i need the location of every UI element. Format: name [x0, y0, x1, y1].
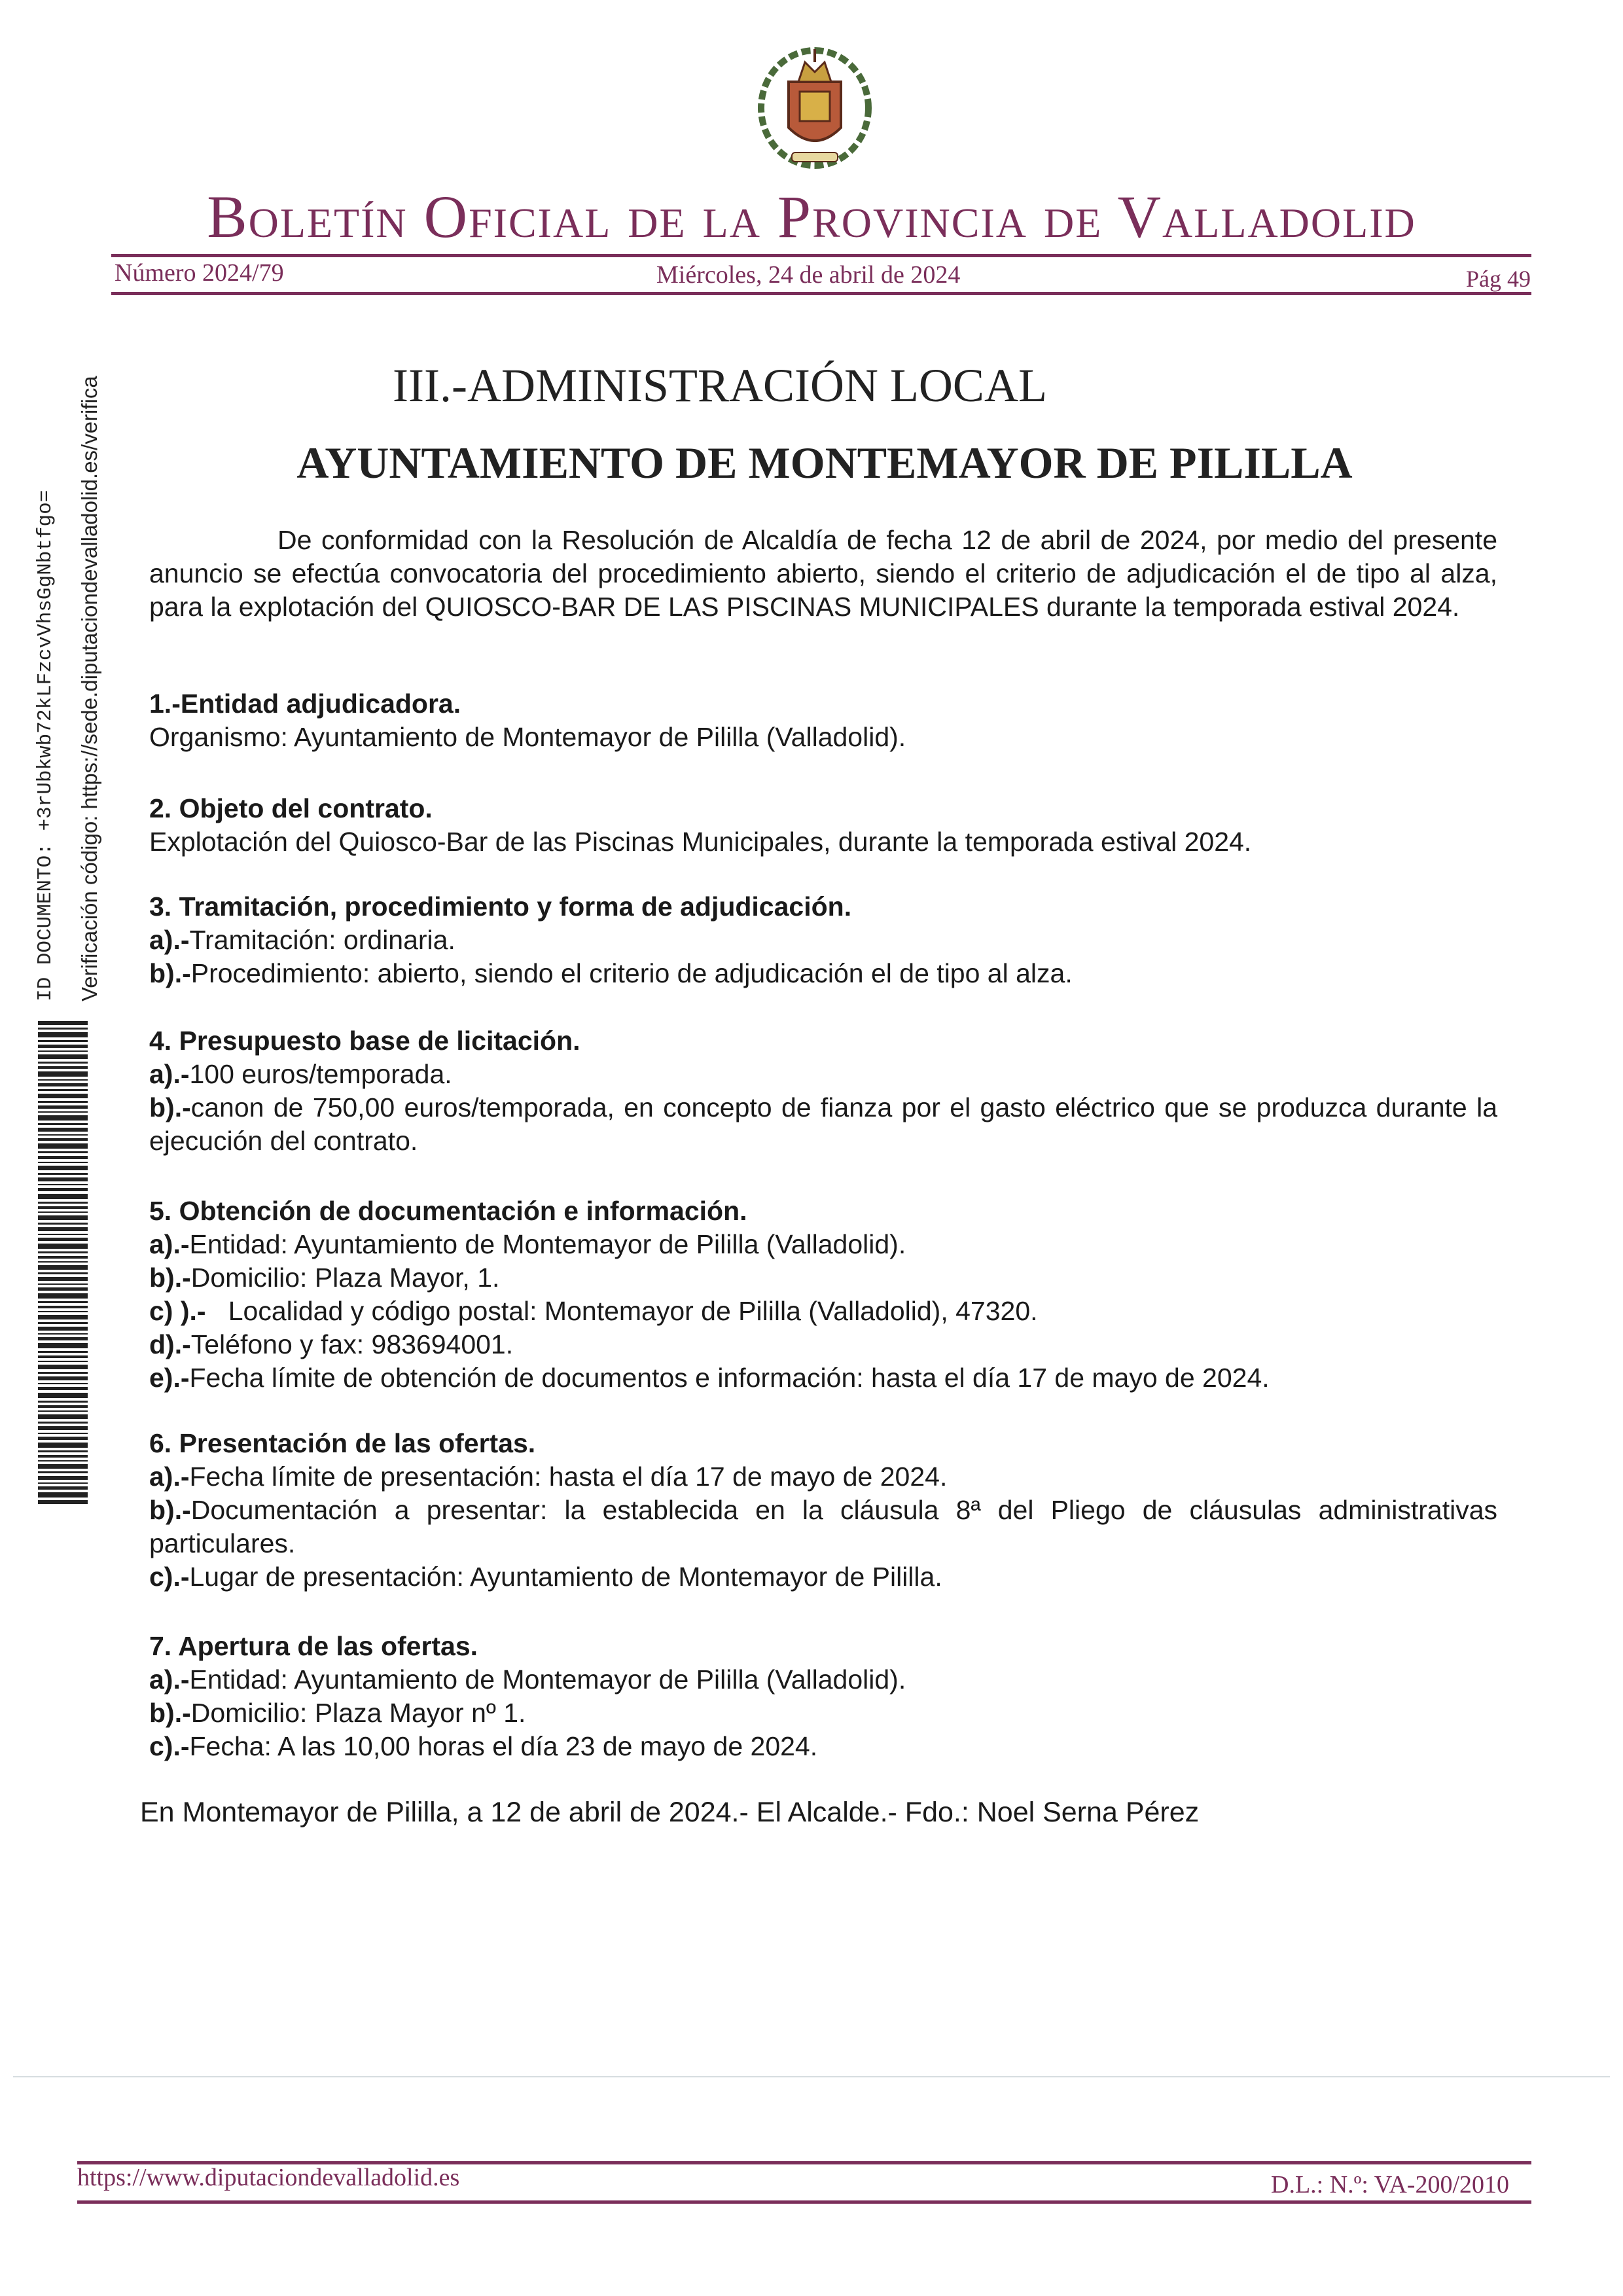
section-6-line-b: b).-Documentación a presentar: la establecida en la cláusula 8ª del Pliego de cláusulas administrativas particulares.	[149, 1495, 1497, 1558]
section-7-line-b: b).-Domicilio: Plaza Mayor nº 1.	[149, 1698, 526, 1728]
organization-title: AYUNTAMIENTO DE MONTEMAYOR DE PILILLA	[296, 438, 1353, 488]
intro-block	[149, 524, 1497, 624]
legal-deposit: D.L.: N.º: VA-200/2010	[1271, 2171, 1510, 2198]
section-2-line-1: Explotación del Quiosco-Bar de las Piscinas Municipales, durante la temporada estival 2024.	[149, 827, 1252, 857]
document-id: ID DOCUMENTO: +3rUbkwb72kLFzcvVhsGgNbtfgo=	[34, 490, 57, 1001]
section-heading: III.-ADMINISTRACIÓN LOCAL	[393, 359, 1047, 412]
section-1-line-1: Organismo: Ayuntamiento de Montemayor de Pililla (Valladolid).	[149, 722, 906, 752]
section-4-line-b: b).-canon de 750,00 euros/temporada, en concepto de fianza por el gasto eléctrico que se produzca durante la ejecución del contrato.	[149, 1092, 1497, 1156]
section-4	[149, 1024, 1497, 1158]
section-heading-7: 7. Apertura de las ofertas.	[149, 1631, 478, 1661]
section-3-line-a: a).-Tramitación: ordinaria.	[149, 925, 455, 955]
page-number: Pág 49	[1466, 266, 1531, 292]
section-7	[149, 1630, 1497, 1763]
section-5-line-d: d).-Teléfono y fax: 983694001.	[149, 1329, 514, 1359]
section-heading-6: 6. Presentación de las ofertas.	[149, 1428, 536, 1458]
section-3-line-b: b).-Procedimiento: abierto, siendo el criterio de adjudicación el de tipo al alza.	[149, 958, 1073, 988]
section-heading-4: 4. Presupuesto base de licitación.	[149, 1026, 580, 1056]
section-7-line-a: a).-Entidad: Ayuntamiento de Montemayor de Pililla (Valladolid).	[149, 1664, 906, 1695]
section-2	[149, 792, 1497, 859]
closing-signature: En Montemayor de Pililla, a 12 de abril de 2024.- El Alcalde.- Fdo.: Noel Serna Pérez	[140, 1797, 1200, 1828]
section-5-line-a: a).-Entidad: Ayuntamiento de Montemayor de Pililla (Valladolid).	[149, 1229, 906, 1259]
section-1	[149, 687, 1497, 754]
provincial-crest-icon	[753, 36, 877, 173]
section-4-line-a: a).-100 euros/temporada.	[149, 1059, 452, 1089]
issue-date: Miércoles, 24 de abril de 2024	[656, 261, 961, 289]
intro-paragraph: De conformidad con la Resolución de Alcaldía de fecha 12 de abril de 2024, por medio del presente anuncio se efectúa convocatoria del procedimiento abierto, siendo el criterio de adjudicación el de tipo al alza, para la explotación del QUIOSCO-BAR DE LAS PISCINAS MUNICIPALES durante la temporada estival 2024.	[149, 525, 1497, 622]
footer-rule-bottom	[77, 2200, 1531, 2204]
section-5	[149, 1194, 1497, 1395]
section-5-line-e: e).-Fecha límite de obtención de documentos e información: hasta el día 17 de mayo de 2024.	[149, 1363, 1270, 1393]
section-5-line-b: b).-Domicilio: Plaza Mayor, 1.	[149, 1263, 500, 1293]
section-6-line-a: a).-Fecha límite de presentación: hasta el día 17 de mayo de 2024.	[149, 1462, 948, 1492]
section-6-line-c: c).-Lugar de presentación: Ayuntamiento de Montemayor de Pililla.	[149, 1562, 942, 1592]
masthead-rule-top	[111, 254, 1531, 257]
section-3	[149, 890, 1497, 990]
section-heading-1: 1.-Entidad adjudicadora.	[149, 689, 461, 719]
section-heading-5: 5. Obtención de documentación e información.	[149, 1196, 747, 1226]
barcode-icon	[38, 1021, 88, 1505]
masthead-rule-bottom	[111, 292, 1531, 295]
issue-number: Número 2024/79	[115, 259, 284, 287]
section-heading-3: 3. Tramitación, procedimiento y forma de adjudicación.	[149, 891, 852, 922]
section-5-line-c: c) ).- Localidad y código postal: Montemayor de Pililla (Valladolid), 47320.	[149, 1296, 1038, 1326]
section-7-line-c: c).-Fecha: A las 10,00 horas el día 23 de mayo de 2024.	[149, 1731, 818, 1761]
verification-code: Verificación código: https://sede.diputaciondevalladolid.es/verifica	[77, 376, 101, 1001]
footer-url-link[interactable]: https://www.diputaciondevalladolid.es	[77, 2164, 460, 2191]
masthead-title: Boletín Oficial de la Provincia de Valladolid	[207, 183, 1416, 250]
scan-edge-line	[13, 2076, 1610, 2077]
section-6	[149, 1427, 1497, 1594]
section-heading-2: 2. Objeto del contrato.	[149, 793, 433, 823]
